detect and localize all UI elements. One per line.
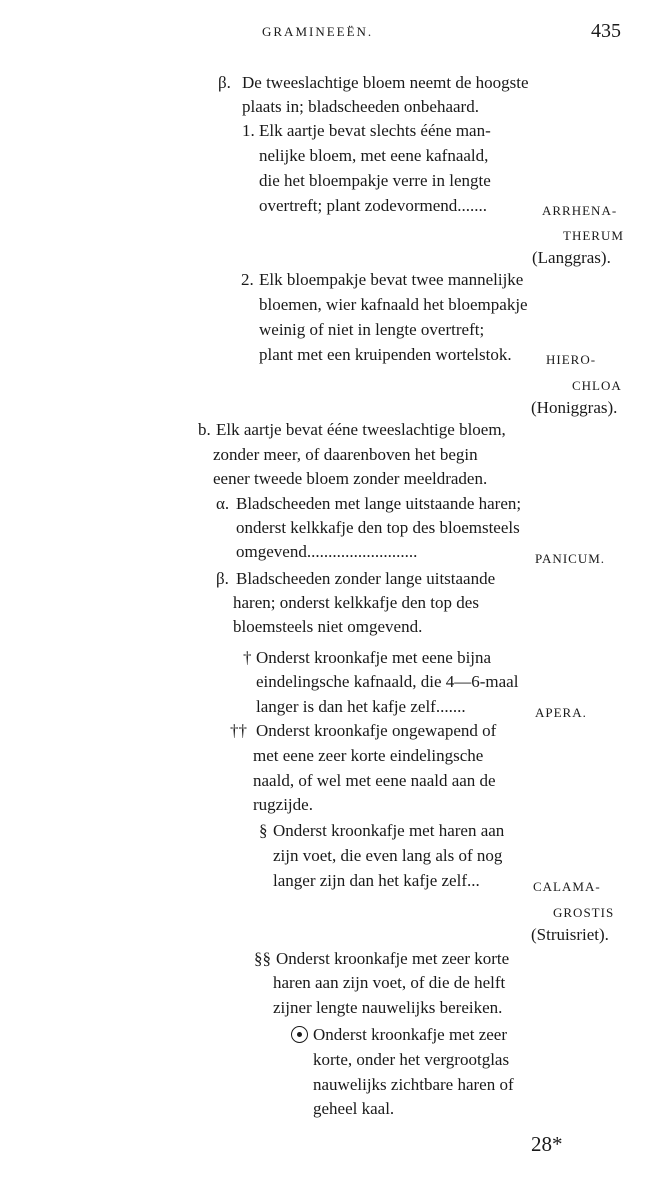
key-line: eindelingsche kafnaald, die 4—6-maal xyxy=(256,672,519,691)
genus-name: GROSTIS xyxy=(553,905,615,920)
key-line: bloemen, wier kafnaald het bloempakje xyxy=(259,295,528,314)
key-line: overtreft; plant zodevormend....... xyxy=(259,196,488,215)
key-line: korte, onder het vergrootglas xyxy=(313,1050,510,1069)
circled-dot-icon xyxy=(291,1026,310,1046)
page-number: 435 xyxy=(591,20,621,42)
key-line: onderst kelkkafje den top des bloemsteels xyxy=(236,518,520,537)
key-line: nauwelijks zichtbare haren of xyxy=(313,1075,514,1094)
key-line: nelijke bloem, met eene kafnaald, xyxy=(259,146,489,165)
genus-name: THERUM xyxy=(563,228,624,243)
key-marker-beta: β. xyxy=(218,73,231,92)
key-line: zijn voet, die even lang als of nog xyxy=(273,846,503,865)
key-line: haren; onderst kelkkafje den top des xyxy=(233,593,479,612)
key-marker-2: 2. xyxy=(241,270,254,289)
key-marker-double-dagger: †† xyxy=(230,721,247,740)
key-marker-dagger: † xyxy=(243,648,252,667)
key-line: omgevend.......................... xyxy=(236,542,418,561)
key-line: naald, of wel met eene naald aan de xyxy=(253,771,496,790)
key-line: langer is dan het kafje zelf....... xyxy=(256,697,466,716)
key-line: die het bloempakje verre in lengte xyxy=(259,171,491,190)
key-line: Onderst kroonkafje met zeer korte xyxy=(276,949,510,968)
key-line: Bladscheeden zonder lange uitstaande xyxy=(236,569,496,588)
genus-name: ARRHENA- xyxy=(542,203,618,218)
key-line: eener tweede bloem zonder meeldraden. xyxy=(213,469,488,488)
key-line: Elk aartje bevat slechts ééne man- xyxy=(259,121,491,140)
genus-name: CALAMA- xyxy=(533,879,601,894)
key-line: haren aan zijn voet, of die de helft xyxy=(273,973,506,992)
key-marker-1: 1. xyxy=(242,121,255,140)
key-marker-double-section: §§ xyxy=(254,949,271,968)
key-line: zijner lengte nauwelijks bereiken. xyxy=(273,998,503,1017)
key-line: langer zijn dan het kafje zelf... xyxy=(273,871,480,890)
key-line: plant met een kruipenden wortelstok. xyxy=(259,345,512,364)
genus-name: CHLOA xyxy=(572,378,622,393)
key-line: met eene zeer korte eindelingsche xyxy=(253,746,484,765)
key-line: Onderst kroonkafje met eene bijna xyxy=(256,648,492,667)
key-line: zonder meer, of daarenboven het begin xyxy=(213,445,478,464)
genus-name: HIERO- xyxy=(546,352,597,367)
key-line: Onderst kroonkafje met haren aan xyxy=(273,821,505,840)
key-line: Elk bloempakje bevat twee mannelijke xyxy=(259,270,524,289)
key-marker-section: § xyxy=(259,821,268,840)
key-marker-beta: β. xyxy=(216,569,229,588)
key-line: bloemsteels niet omgevend. xyxy=(233,617,423,636)
key-line: Onderst kroonkafje met zeer xyxy=(313,1025,507,1044)
key-line: geheel kaal. xyxy=(313,1099,395,1118)
key-line: Elk aartje bevat ééne tweeslachtige bloem, xyxy=(216,420,506,439)
genus-name: APERA. xyxy=(535,705,587,720)
common-name: (Honiggras). xyxy=(531,398,618,417)
key-marker-alpha: α. xyxy=(216,494,230,513)
signature-mark: 28* xyxy=(531,1132,563,1156)
common-name: (Langgras). xyxy=(532,248,611,267)
key-line: De tweeslachtige bloem neemt de hoogste xyxy=(242,73,529,92)
key-marker-b: b. xyxy=(198,420,211,439)
key-line: weinig of niet in lengte overtreft; xyxy=(259,320,485,339)
running-head: GRAMINEEËN. xyxy=(262,24,374,39)
key-line: Onderst kroonkafje ongewapend of xyxy=(256,721,497,740)
genus-name: PANICUM. xyxy=(535,551,606,566)
key-line: Bladscheeden met lange uitstaande haren; xyxy=(236,494,522,513)
key-line: rugzijde. xyxy=(253,795,313,814)
common-name: (Struisriet). xyxy=(531,925,609,944)
key-line: plaats in; bladscheeden onbehaard. xyxy=(242,97,479,116)
